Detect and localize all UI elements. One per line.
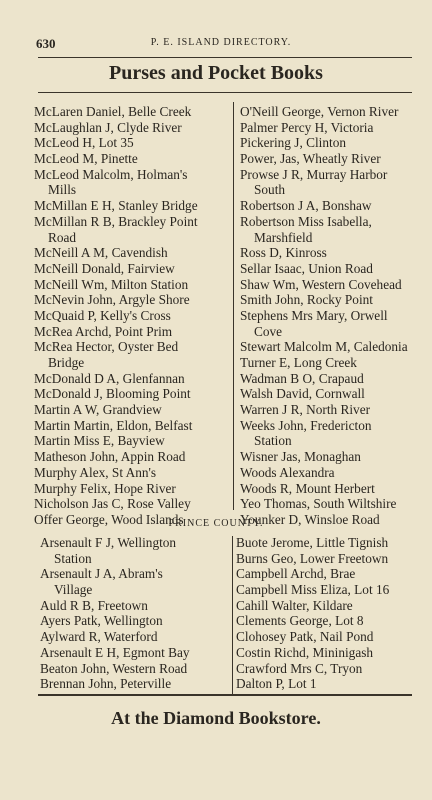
directory-entry: Walsh David, Cornwall bbox=[240, 386, 365, 402]
directory-entry: Ayers Patk, Wellington bbox=[40, 613, 163, 629]
directory-entry: Burns Geo, Lower Freetown bbox=[236, 550, 389, 566]
directory-entry: McMillan E H, Stanley Bridge bbox=[34, 198, 198, 214]
directory-entry: Martin Martin, Eldon, Belfast bbox=[34, 417, 193, 433]
directory-entry: McLeod M, Pinette bbox=[34, 151, 138, 167]
directory-entry: Aylward R, Waterford bbox=[40, 629, 158, 645]
directory-entry: Stephens Mrs Mary, Orwell bbox=[240, 307, 388, 323]
directory-entry: Clohosey Patk, Nail Pond bbox=[236, 629, 374, 645]
top-ad-rule bbox=[38, 92, 412, 93]
directory-entry: Pickering J, Clinton bbox=[240, 135, 347, 151]
directory-entry: Auld R B, Freetown bbox=[40, 597, 148, 613]
directory-entry: McNeill A M, Cavendish bbox=[34, 245, 168, 261]
directory-entry: Nicholson Jas C, Rose Valley bbox=[34, 496, 191, 512]
directory-entry: Bridge bbox=[48, 355, 85, 370]
directory-entry: Martin A W, Grandview bbox=[34, 402, 162, 418]
directory-entry: Arsenault F J, Wellington bbox=[40, 535, 177, 550]
directory-entry: Station bbox=[54, 550, 92, 566]
directory-entry: Ross D, Kinross bbox=[240, 245, 327, 261]
directory-entry: Robertson Miss Isabella, bbox=[240, 213, 372, 229]
prince-left-column bbox=[40, 535, 228, 692]
directory-entry: Mills bbox=[48, 182, 77, 198]
directory-entry: Offer George, Wood Islands bbox=[34, 511, 184, 527]
queens-right-column bbox=[240, 104, 410, 528]
directory-entry: Wadman B O, Crapaud bbox=[240, 370, 364, 386]
top-advertisement: Purses and Pocket Books bbox=[109, 62, 323, 84]
directory-entry: Marshfield bbox=[254, 229, 313, 245]
county-heading: PRINCE COUNTY. bbox=[168, 518, 264, 529]
directory-entry: Road bbox=[48, 229, 77, 245]
directory-entry: Woods Alexandra bbox=[240, 464, 335, 480]
directory-entry: Wisner Jas, Monaghan bbox=[240, 449, 361, 465]
directory-entry: Arsenault E H, Egmont Bay bbox=[40, 644, 190, 660]
directory-entry: Power, Jas, Wheatly River bbox=[240, 151, 381, 167]
directory-entry: Matheson John, Appin Road bbox=[34, 449, 186, 465]
directory-entry: Brennan John, Peterville bbox=[40, 676, 172, 692]
directory-entry: McRea Hector, Oyster Bed bbox=[34, 339, 179, 355]
directory-entry: Robertson J A, Bonshaw bbox=[240, 198, 372, 214]
directory-entry: Warren J R, North River bbox=[240, 402, 371, 418]
running-title: P. E. ISLAND DIRECTORY. bbox=[150, 37, 292, 48]
directory-entry: Murphy Felix, Hope River bbox=[34, 480, 176, 496]
directory-entry: McLeod H, Lot 35 bbox=[34, 135, 134, 151]
directory-entry: McDonald J, Blooming Point bbox=[34, 386, 191, 402]
directory-entry: McNeill Donald, Fairview bbox=[34, 260, 175, 276]
directory-entry: Woods R, Mount Herbert bbox=[240, 480, 375, 496]
directory-entry: Smith John, Rocky Point bbox=[240, 292, 373, 308]
directory-entry: Costin Richd, Mininigash bbox=[236, 644, 374, 660]
column-divider bbox=[233, 102, 234, 510]
prince-right-column bbox=[236, 535, 410, 692]
directory-entry: McLeod Malcolm, Holman's bbox=[34, 166, 188, 182]
directory-entry: McLaughlan J, Clyde River bbox=[34, 119, 182, 135]
directory-entry: Stewart Malcolm M, Caledonia bbox=[240, 339, 408, 355]
page-header bbox=[36, 36, 406, 52]
directory-entry: Station bbox=[254, 433, 292, 449]
directory-entry: Younker D, Winsloe Road bbox=[240, 511, 380, 527]
column-divider bbox=[232, 536, 233, 694]
directory-entry: Campbell Archd, Brae bbox=[236, 566, 356, 582]
directory-entry: Clements George, Lot 8 bbox=[236, 613, 364, 629]
directory-entry: South bbox=[254, 182, 286, 198]
directory-entry: Arsenault J A, Abram's bbox=[40, 566, 163, 582]
directory-entry: Beaton John, Western Road bbox=[40, 660, 188, 676]
directory-entry: McNevin John, Argyle Shore bbox=[34, 292, 190, 308]
directory-entry: Sellar Isaac, Union Road bbox=[240, 260, 373, 276]
directory-entry: Yeo Thomas, South Wiltshire bbox=[240, 496, 397, 512]
directory-entry: McNeill Wm, Milton Station bbox=[34, 276, 189, 292]
header-rule bbox=[38, 57, 412, 58]
directory-entry: Murphy Alex, St Ann's bbox=[34, 464, 157, 480]
directory-entry: Prowse J R, Murray Harbor bbox=[240, 166, 388, 182]
bottom-ad-rule bbox=[38, 694, 412, 696]
directory-entry: Campbell Miss Eliza, Lot 16 bbox=[236, 582, 390, 598]
bottom-advertisement: At the Diamond Bookstore. bbox=[111, 708, 321, 728]
queens-left-column bbox=[34, 104, 228, 528]
directory-entry: McLaren Daniel, Belle Creek bbox=[34, 104, 192, 119]
directory-entry: Turner E, Long Creek bbox=[240, 355, 357, 370]
directory-entry: McMillan R B, Brackley Point bbox=[34, 213, 198, 229]
directory-entry: McQuaid P, Kelly's Cross bbox=[34, 307, 171, 323]
directory-entry: Dalton P, Lot 1 bbox=[236, 676, 317, 692]
directory-entry: O'Neill George, Vernon River bbox=[240, 104, 399, 119]
directory-entry: Buote Jerome, Little Tignish bbox=[236, 535, 389, 550]
directory-entry: Cahill Walter, Kildare bbox=[236, 597, 353, 613]
directory-entry: Shaw Wm, Western Covehead bbox=[240, 276, 402, 292]
directory-entry: Palmer Percy H, Victoria bbox=[240, 119, 374, 135]
directory-entry: Village bbox=[54, 582, 93, 598]
directory-entry: Crawford Mrs C, Tryon bbox=[236, 660, 363, 676]
directory-entry: Weeks John, Fredericton bbox=[240, 417, 372, 433]
directory-entry: McRea Archd, Point Prim bbox=[34, 323, 173, 339]
directory-entry: Cove bbox=[254, 323, 283, 339]
page-number: 630 bbox=[36, 36, 56, 51]
directory-entry: Martin Miss E, Bayview bbox=[34, 433, 165, 449]
directory-entry: McDonald D A, Glenfannan bbox=[34, 370, 185, 386]
